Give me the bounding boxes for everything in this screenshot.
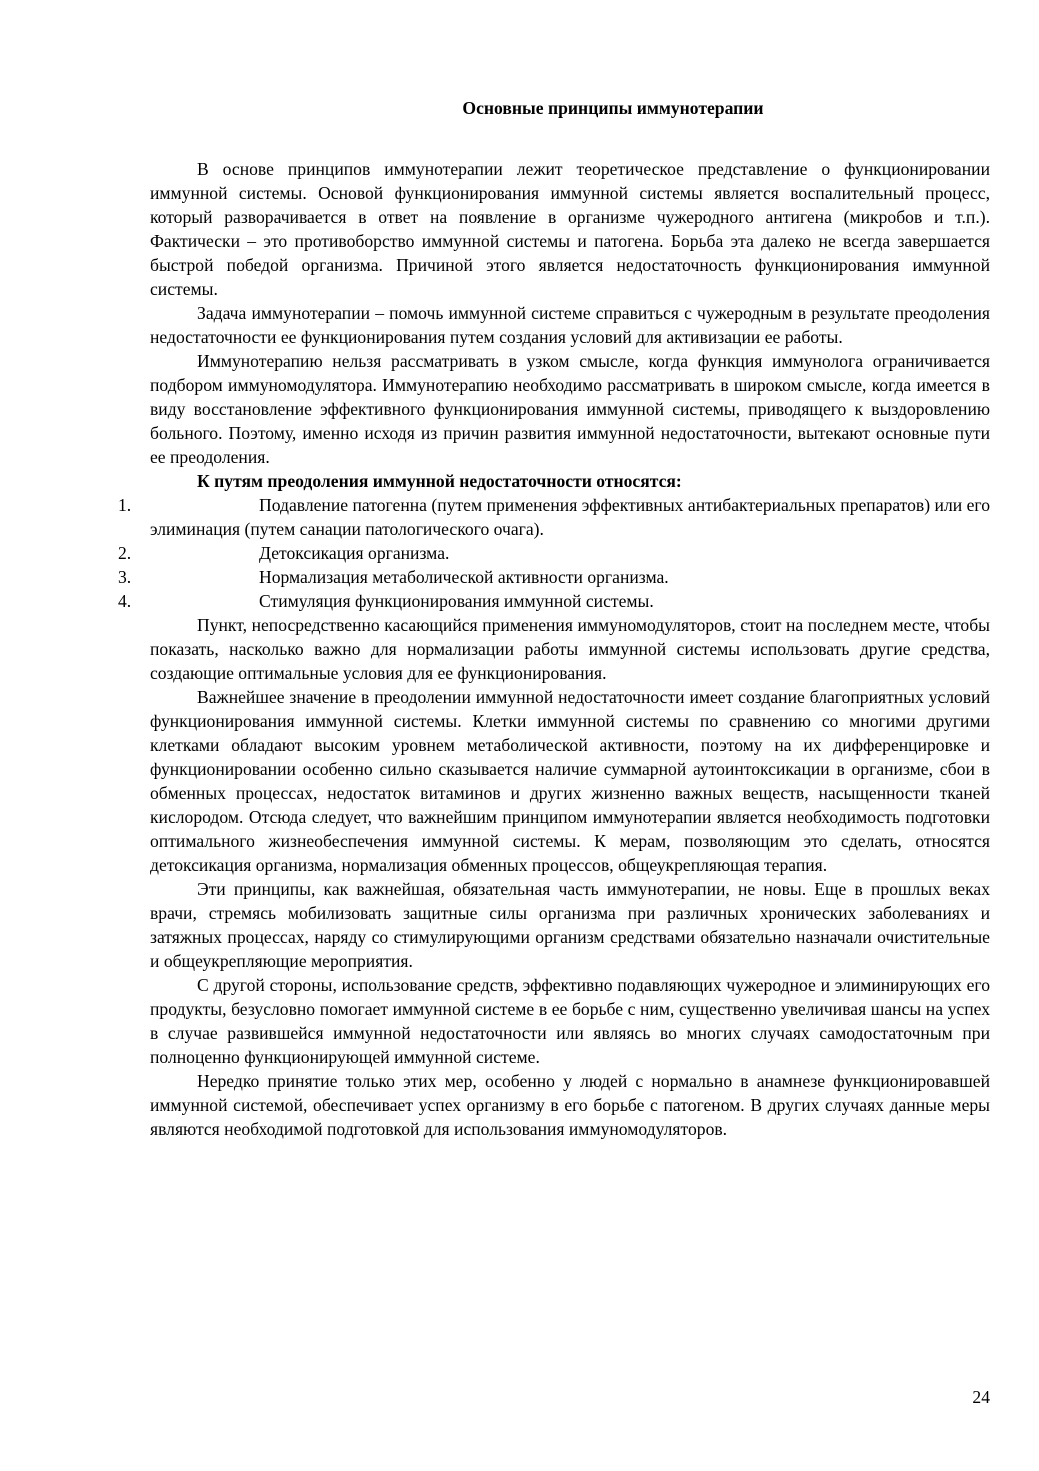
list-item-text: Детоксикация организма. [259,543,450,563]
paragraph-5: Важнейшее значение в преодолении иммунной недостаточности имеет создание благоприятных условий функционирования иммунной системы. Клетки иммунной системы по сравнению со многими другими клетками обладают высоким уровнем метаболической активности, поэтому на их дифференцировке и функционировании особенно сильно сказывается наличие суммарной аутоинтоксикации в организме, сбои в обменных процессах, недостаток витаминов и других жизненно важных веществ, насыщенности тканей кислородом. Отсюда следует, что важнейшим принципом иммунотерапии является необходимость подготовки оптимального жизнеобеспечения иммунной системы. К мерам, позволяющим это сделать, относятся детоксикация организма, нормализация обменных процессов, общеукрепляющая терапия. [150,687,990,875]
list-item-number: 3. [118,567,132,587]
document-page [118,96,990,1141]
paragraph-7: С другой стороны, использование средств, эффективно подавляющих чужеродное и элиминирующих его продукты, безусловно помогает иммунной системе в ее борьбе с ним, существенно увеличивая шансы на успех в случае развившейся иммунной недостаточности или являясь во многих случаях самодостаточным при полноценно функционирующей иммунной системе. [150,975,990,1067]
paragraph-2: Задача иммунотерапии – помочь иммунной системе справиться с чужеродным в результате преодоления недостаточности ее функционирования путем создания условий для активизации ее работы. [150,303,990,347]
list-item-number: 1. [118,495,132,515]
list-item-number: 2. [118,543,132,563]
list-heading: К путям преодоления иммунной недостаточности относятся: [197,471,682,491]
list-item-text: Подавление патогенна (путем применения эффективных антибактериальных препаратов) или его элиминация (путем санации патологического очага). [150,495,990,539]
list-item [118,493,990,541]
paragraph-3: Иммунотерапию нельзя рассматривать в узком смысле, когда функция иммунолога ограничивается подбором иммуномодулятора. Иммунотерапию необходимо рассматривать в широком смысле, когда имеется в виду восстановление эффективного функционирования иммунной системы, приводящего к выздоровлению больного. Поэтому, именно исходя из причин развития иммунной недостаточности, вытекают основные пути ее преодоления. [150,351,990,467]
list-item [118,589,990,613]
list-item-text: Стимуляция функционирования иммунной системы. [259,591,654,611]
document-title: Основные принципы иммунотерапии [462,98,764,118]
page-number: 24 [972,1387,990,1407]
numbered-list [118,493,990,613]
paragraph-1: В основе принципов иммунотерапии лежит теоретическое представление о функционировании иммунной системы. Основой функционирования иммунной системы является воспалительный процесс, который разворачивается в ответ на появление в организме чужеродного антигена (микробов и т.п.). Фактически – это противоборство иммунной системы и патогена. Борьба эта далеко не всегда завершается быстрой победой организма. Причиной этого является недостаточность функционирования иммунной системы. [150,159,990,299]
paragraph-8: Нередко принятие только этих мер, особенно у людей с нормально в анамнезе функционировавшей иммунной системой, обеспечивает успех организму в его борьбе с патогеном. В других случаях данные меры являются необходимой подготовкой для использования иммуномодуляторов. [150,1071,990,1139]
list-item [118,565,990,589]
paragraph-4: Пункт, непосредственно касающийся применения иммуномодуляторов, стоит на последнем месте, чтобы показать, насколько важно для нормализации работы иммунной системы использовать другие средства, создающие оптимальные условия для ее функционирования. [150,615,990,683]
paragraph-6: Эти принципы, как важнейшая, обязательная часть иммунотерапии, не новы. Еще в прошлых веках врачи, стремясь мобилизовать защитные силы организма при различных хронических заболеваниях и затяжных процессах, наряду со стимулирующими организм средствами обязательно назначали очистительные и общеукрепляющие мероприятия. [150,879,990,971]
list-item-text: Нормализация метаболической активности организма. [259,567,669,587]
list-item-number: 4. [118,591,132,611]
list-item [118,541,990,565]
